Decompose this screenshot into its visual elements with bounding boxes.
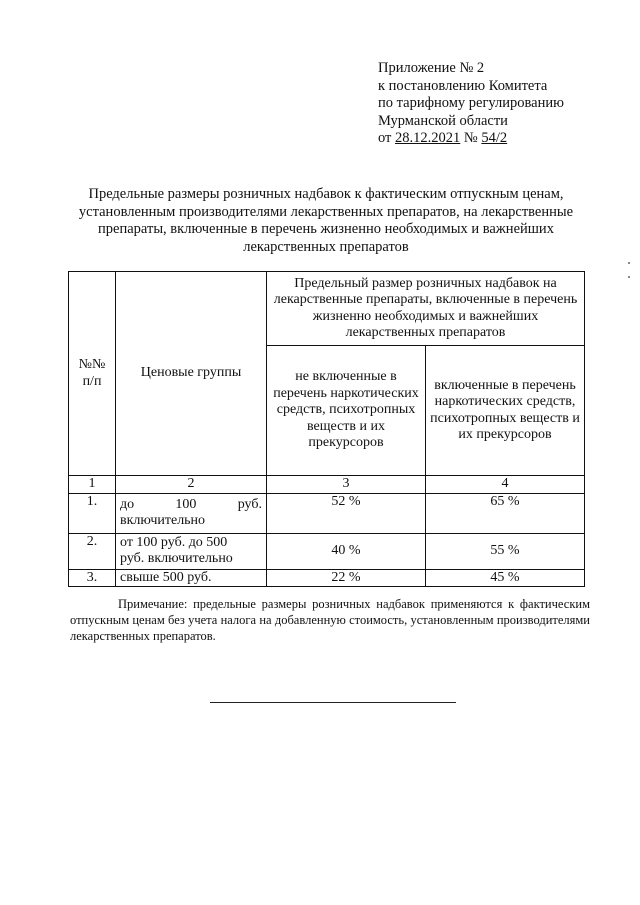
- annex-line-committee: по тарифному регулированию: [378, 95, 564, 111]
- row-value-col4: 45 %: [426, 569, 585, 587]
- row-group-line1: до 100 руб.: [120, 496, 262, 512]
- annex-date-line: [378, 130, 564, 148]
- col-num-2: 2: [116, 476, 267, 494]
- col-num-4: 4: [426, 476, 585, 494]
- table-row: [69, 493, 585, 533]
- markup-table: [68, 271, 585, 587]
- table-row: [69, 569, 585, 587]
- column-numbers-row: [69, 476, 585, 494]
- row-group: свыше 500 руб.: [116, 569, 267, 587]
- row-value-col3: 40 %: [267, 533, 426, 569]
- header-group-top: Предельный размер розничных надбавок на лекарственные препараты, включенные в перечень жизненно необходимых и важнейших лекарственных препаратов: [267, 272, 585, 346]
- col-num-1: 1: [69, 476, 116, 494]
- document-title: Предельные размеры розничных надбавок к фактическим отпускным ценам, установленным производителями лекарственных препаратов, на лекарственные препараты, включенные в перечень жизненно необходимых и важнейших лекарственных препаратов: [78, 186, 574, 255]
- scan-mark: [628, 262, 630, 264]
- col-num-3: 3: [267, 476, 426, 494]
- footnote: Примечание: предельные размеры розничных надбавок применяются к фактическим отпускным ценам без учета налога на добавленную стоимость, установленным производителями лекарственных препаратов.: [70, 597, 590, 643]
- row-group: [116, 533, 267, 569]
- resolution-date: 28.12.2021: [395, 130, 461, 146]
- header-col3: не включенные в перечень наркотических средств, психотропных веществ и их прекурсоров: [267, 346, 426, 476]
- row-group-line2: включительно: [120, 513, 206, 528]
- annex-header: [378, 60, 564, 148]
- header-groups: Ценовые группы: [116, 272, 267, 476]
- header-num: №№ п/п: [69, 272, 116, 476]
- row-value-col3: 52 %: [267, 493, 426, 533]
- row-value-col4: 55 %: [426, 533, 585, 569]
- header-col4: включенные в перечень наркотических средств, психотропных веществ и их прекурсоров: [426, 346, 585, 476]
- date-prefix: от: [378, 130, 396, 146]
- scan-mark: [628, 276, 630, 278]
- annex-line-region: Мурманской области: [378, 112, 508, 129]
- row-value-col4: 65 %: [426, 493, 585, 533]
- row-value-col3: 22 %: [267, 569, 426, 587]
- row-group-line1: от 100 руб. до 500: [120, 534, 228, 550]
- row-group-line2: руб. включительно: [120, 551, 233, 566]
- row-num: 3.: [69, 569, 116, 587]
- row-num: 1.: [69, 493, 116, 533]
- row-num: 2.: [69, 533, 116, 569]
- number-prefix: №: [460, 130, 482, 146]
- resolution-number: 54/2: [481, 130, 508, 146]
- table-row: [69, 533, 585, 569]
- annex-line-resolution: к постановлению Комитета: [378, 77, 548, 94]
- separator-line: [210, 702, 456, 703]
- row-group: [116, 493, 267, 533]
- annex-title: Приложение № 2: [378, 60, 485, 76]
